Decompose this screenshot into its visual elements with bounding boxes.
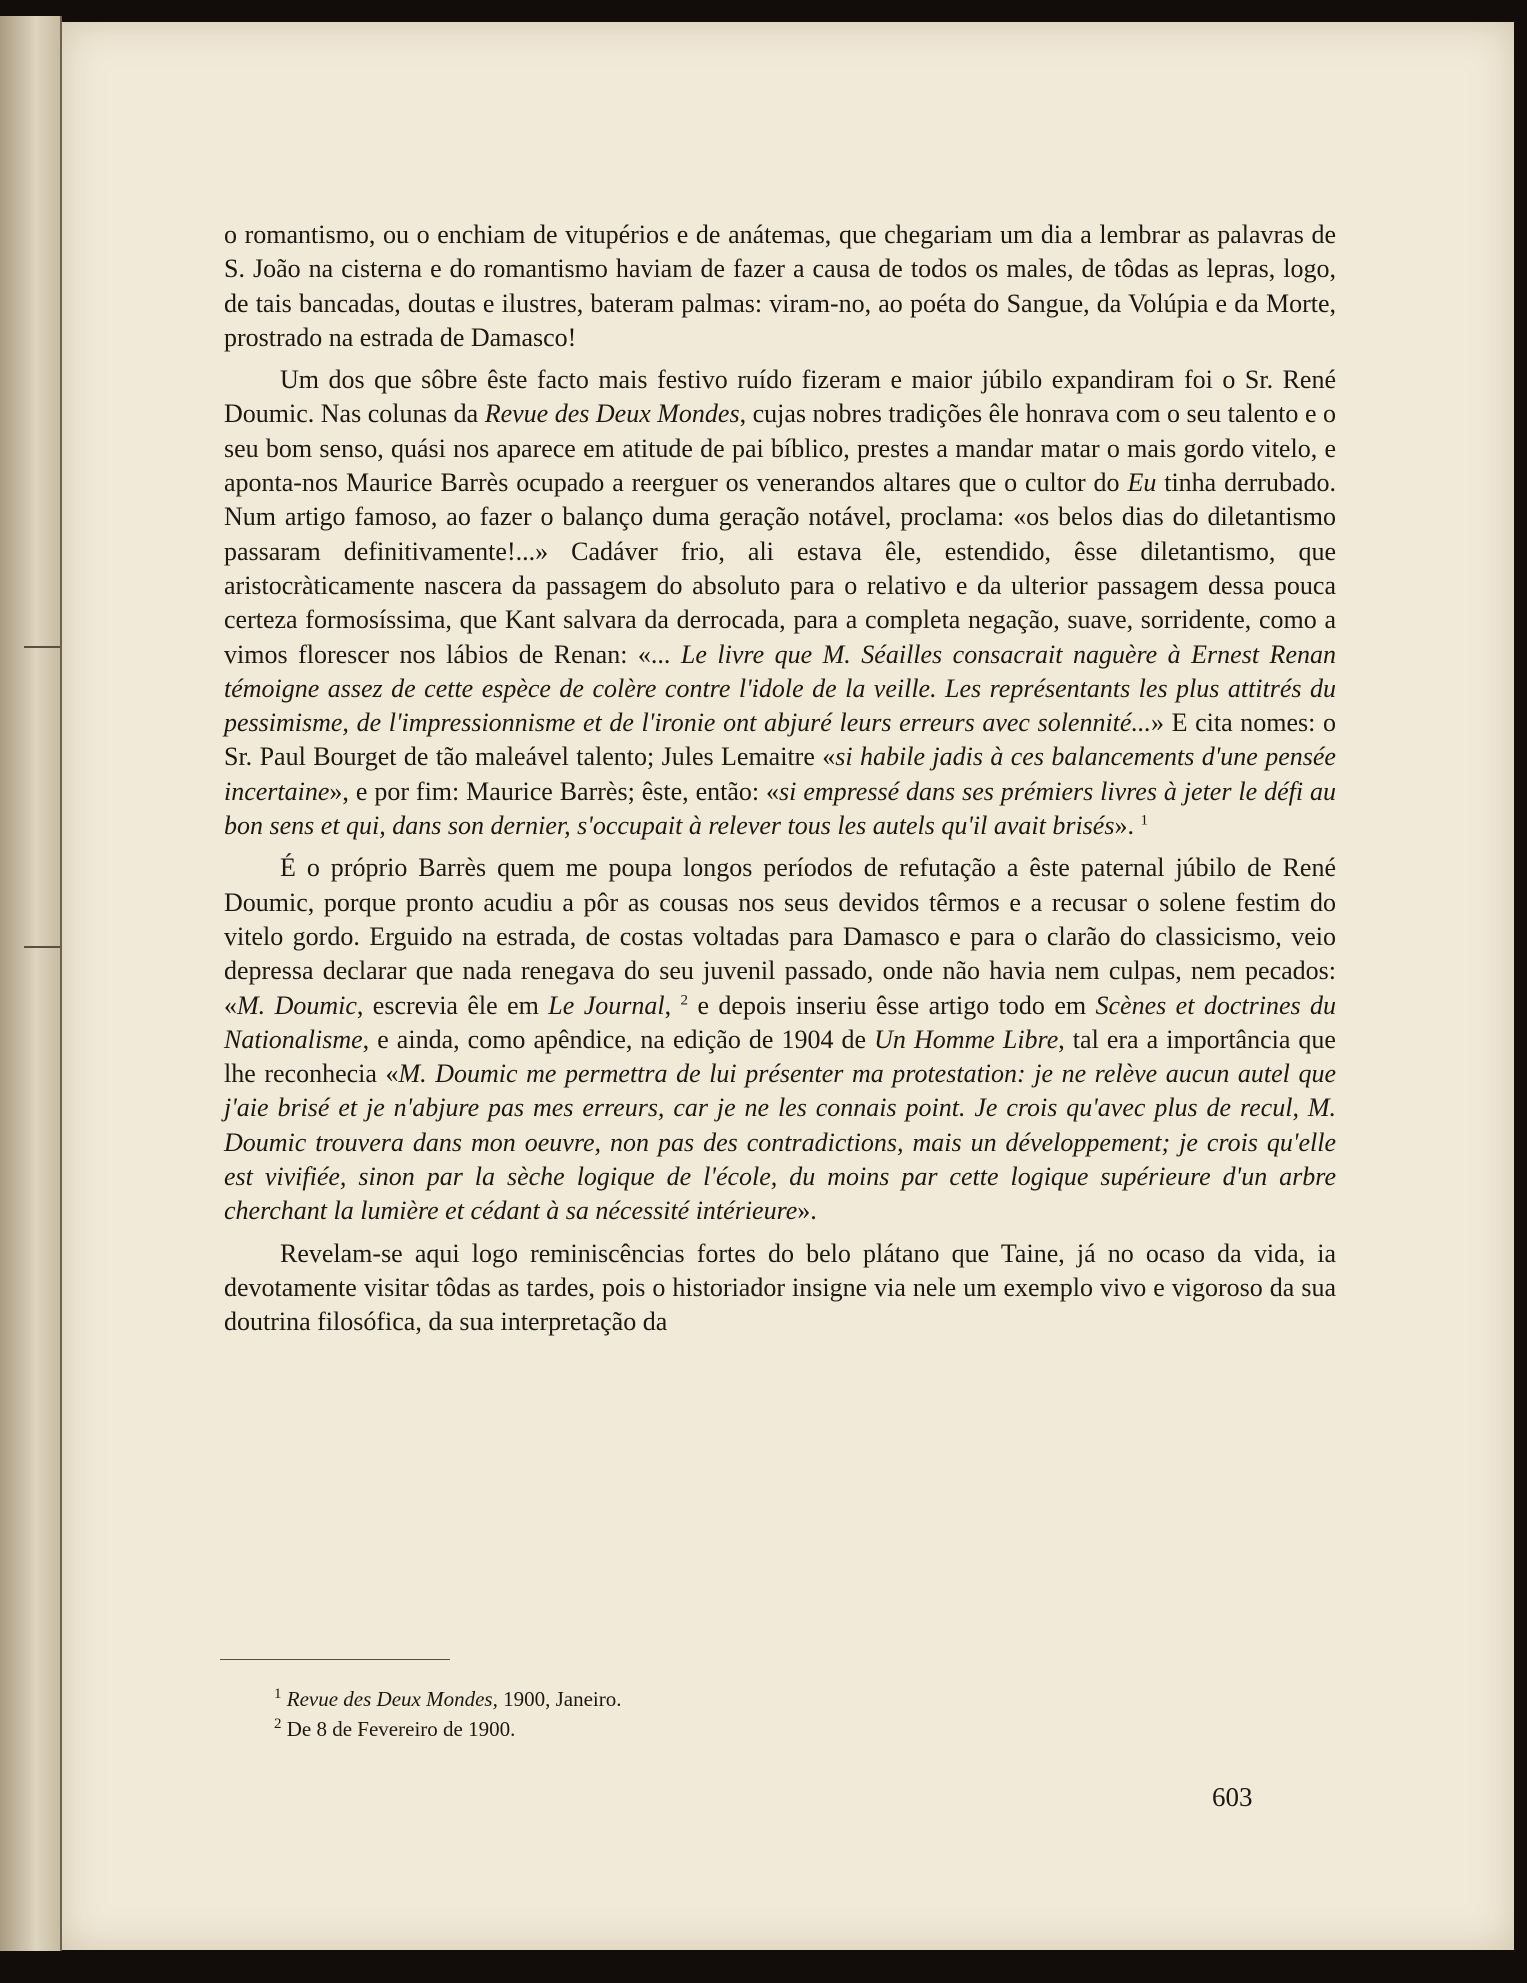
footnotes [274,1684,1174,1744]
paragraph [224,363,1336,843]
paragraph [224,218,1336,355]
paragraph [224,851,1336,1228]
facing-page-edge [0,16,62,1951]
footnote-number: 1 [274,1686,282,1702]
text-run: ». [1114,811,1141,841]
italic-run: si empressé dans ses prémiers livres à jeter le défi au bon sens et qui, dans son dernier, s'occupait à relever tous les autels qu'il avait brisés [224,776,1336,841]
italic-run: Revue des Deux Mondes, [286,1687,498,1711]
footnote-marker: 2 [680,991,689,1008]
facing-page-mark [24,646,60,648]
text-run: ». [797,1196,817,1226]
italic-run: Eu [1127,468,1157,498]
italic-run: Scènes et doctrines du Nationalisme [224,990,1337,1054]
text-run: , tal era a importância que lhe reconhecia « [224,1024,1336,1089]
footnote [274,1714,1174,1744]
text-run: , cujas nobres tradições êle honrava com o seu talento e o seu bom senso, quási nos aparece em atitude de pai bíblico, prestes a mandar matar o mais gordo vitelo, e aponta-nos Maurice Barrès ocupado a reerguer os venerandos altares que o cultor do [224,399,1336,498]
book-page [62,22,1514,1950]
text-run: É o próprio Barrès quem me poupa longos períodos de refutação a êste paternal júbilo de René Doumic, porque pronto acudiu a pôr as cousas nos seus devidos têrmos e a recusar o solene festim do vitelo gordo. Erguido na estrada, de costas voltadas para Damasco e para o clarão do classicismo, veio depressa declarar que nada renegava do seu juvenil passado, onde não havia nem culpas, nem pecados: « [224,853,1336,1020]
facing-page-mark [24,946,60,948]
footnote-marker: 1 [1140,812,1148,829]
text-run: De 8 de Fevereiro de 1900. [286,1717,516,1741]
italic-run: M. Doumic [237,990,357,1020]
text-run: Revelam-se aqui logo reminiscências fortes do belo plátano que Taine, já no ocaso da vida, ia devotamente visitar tôdas as tardes, pois o historiador insigne via nele um exemplo vivo e vigoroso da sua doutrina filosófica, da sua interpretação da [224,1238,1336,1337]
paragraph [224,1237,1336,1340]
text-run: », e por fim: Maurice Barrès; êste, então: « [329,776,780,806]
footnote-number: 2 [274,1716,282,1732]
italic-run: si habile jadis à ces balancements d'une pensée incertaine [224,742,1336,806]
italic-run: Le livre que M. Séailles consacrait naguère à Ernest Renan témoigne assez de cette espèce de colère contre l'idole de la veille. Les représentants les plus attitrés du pessimisme, de l'impressionnisme et de l'ironie ont abjuré leurs erreurs avec solennité... [224,639,1336,738]
italic-run: Revue des Deux Mondes [484,399,740,429]
italic-run: M. Doumic me permettra de lui présenter ma protestation: je ne relève aucun autel que j'aie brisé et je n'abjure pas mes erreurs, car je ne les connais point. Je crois qu'avec plus de recul, M. Doumic trouvera dans mon oeuvre, non pas des contradictions, mais un développement; je crois qu'elle est vivifiée, sinon par la sèche logique de l'école, du moins par cette logique supérieure d'un arbre cherchant la lumière et cédant à sa nécessité intérieure [224,1059,1336,1226]
italic-run: Un Homme Libre [874,1024,1059,1054]
text-run: o romantismo, ou o enchiam de vitupérios e de anátemas, que chegariam um dia a lembrar as palavras de S. João na cisterna e do romantismo haviam de fazer a causa de todos os males, de tôdas as lepras, logo, de tais bancadas, doutas e ilustres, bateram palmas: viram-no, ao poéta do Sangue, da Volúpia e da Morte, prostrado na estrada de Damasco! [224,220,1336,352]
footnote [274,1684,1174,1714]
body-text [224,218,1336,1348]
text-run: Um dos que sôbre êste facto mais festivo ruído fizeram e maior júbilo expandiram foi o Sr. René Doumic. Nas colunas da [224,365,1336,429]
text-run: tinha derrubado. Num artigo famoso, ao fazer o balanço duma geração notável, proclama: «os belos dias do diletantismo passaram definitivamente!...» Cadáver frio, ali estava êle, estendido, êsse diletantismo, que aristocràticamente nascera da passagem do absoluto para o relativo e da ulterior passagem dessa pouca certeza formosíssima, que Kant salvara da derrocada, para a completa negação, suave, sorridente, como a vimos florescer nos lábios de Renan: «... [224,468,1336,669]
italic-run: Le Journal [548,990,665,1020]
text-run: , [664,990,681,1020]
text-run: 1900, Janeiro. [497,1687,622,1711]
text-run: , e ainda, como apêndice, na edição de 1904 de [362,1024,875,1054]
page-number: 603 [1212,1782,1253,1812]
text-run: » E cita nomes: o Sr. Paul Bourget de tão maleável talento; Jules Lemaitre « [224,708,1337,772]
text-run: e depois inseriu êsse artigo todo em [688,990,1096,1020]
footnote-divider [220,1659,450,1660]
text-run: , escrevia êle em [356,990,549,1020]
